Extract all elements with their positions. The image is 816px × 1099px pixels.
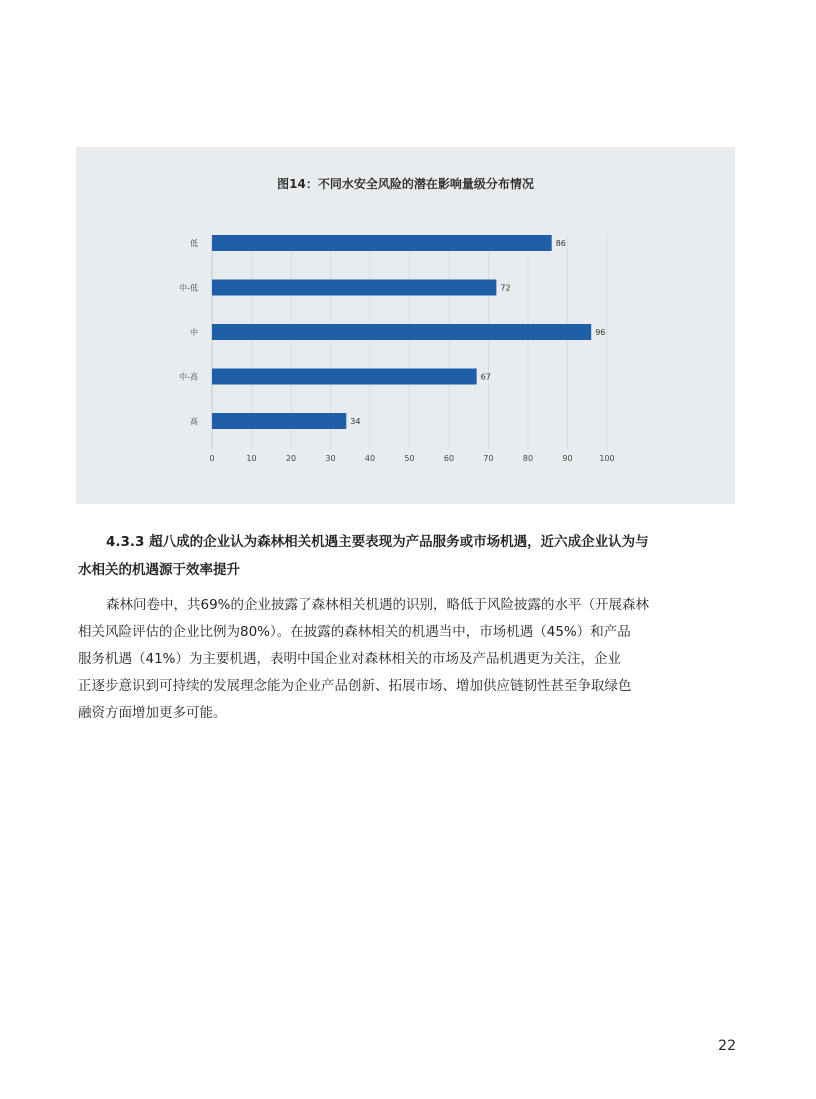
- body-paragraph: [78, 592, 738, 727]
- data-label: 34: [350, 417, 361, 426]
- category-label: 高: [190, 417, 198, 426]
- chart-bars: [212, 235, 591, 429]
- bar-chart: [76, 147, 735, 504]
- x-tick-label: 20: [285, 454, 297, 463]
- page-number: 22: [718, 1038, 736, 1054]
- section-heading-line-1: 4.3.3 超八成的企业认为森林相关机遇主要表现为产品服务或市场机遇，近六成企业认为与: [106, 534, 649, 550]
- bar-1: [212, 280, 496, 296]
- paragraph-line: 正逐步意识到可持续的发展理念能为企业产品创新、拓展市场、增加供应链韧性甚至争取绿色: [78, 678, 632, 694]
- data-label: 86: [555, 239, 566, 248]
- data-label: 96: [595, 328, 606, 337]
- x-tick-label: 100: [599, 454, 615, 463]
- paragraph-line: 相关风险评估的企业比例为80%）。在披露的森林相关的机遇当中，市场机遇（45%）和产品: [78, 624, 631, 640]
- paragraph-line: 融资方面增加更多可能。: [78, 705, 227, 721]
- x-tick-label: 30: [325, 454, 336, 463]
- chart-title: 图14：不同水安全风险的潜在影响量级分布情况: [277, 177, 534, 191]
- data-label: 72: [500, 283, 511, 293]
- category-label: 中-高: [179, 372, 198, 382]
- x-tick-label: 90: [562, 454, 573, 463]
- bar-0: [212, 235, 552, 251]
- x-tick-label: 0: [209, 454, 215, 463]
- paragraph-line: 森林问卷中，共69%的企业披露了森林相关机遇的识别，略低于风险披露的水平（开展森林: [106, 597, 650, 613]
- section-heading-line-2: 水相关的机遇源于效率提升: [78, 562, 240, 578]
- bar-2: [212, 324, 591, 340]
- x-tick-label: 80: [522, 454, 534, 463]
- section-heading: [78, 528, 740, 584]
- bar-4: [212, 413, 346, 429]
- bar-3: [212, 369, 477, 385]
- x-tick-label: 10: [246, 454, 257, 463]
- chart-panel: [76, 147, 735, 504]
- chart-labels: [179, 239, 615, 463]
- category-label: 中-低: [179, 283, 198, 293]
- category-label: 低: [190, 239, 198, 248]
- x-tick-label: 50: [404, 454, 415, 463]
- data-label: 67: [480, 372, 491, 382]
- x-tick-label: 70: [483, 454, 494, 463]
- x-tick-label: 60: [443, 454, 455, 463]
- category-label: 中: [190, 328, 198, 337]
- paragraph-line: 服务机遇（41%）为主要机遇，表明中国企业对森林相关的市场及产品机遇更为关注，企业: [78, 651, 622, 667]
- x-tick-label: 40: [364, 454, 376, 463]
